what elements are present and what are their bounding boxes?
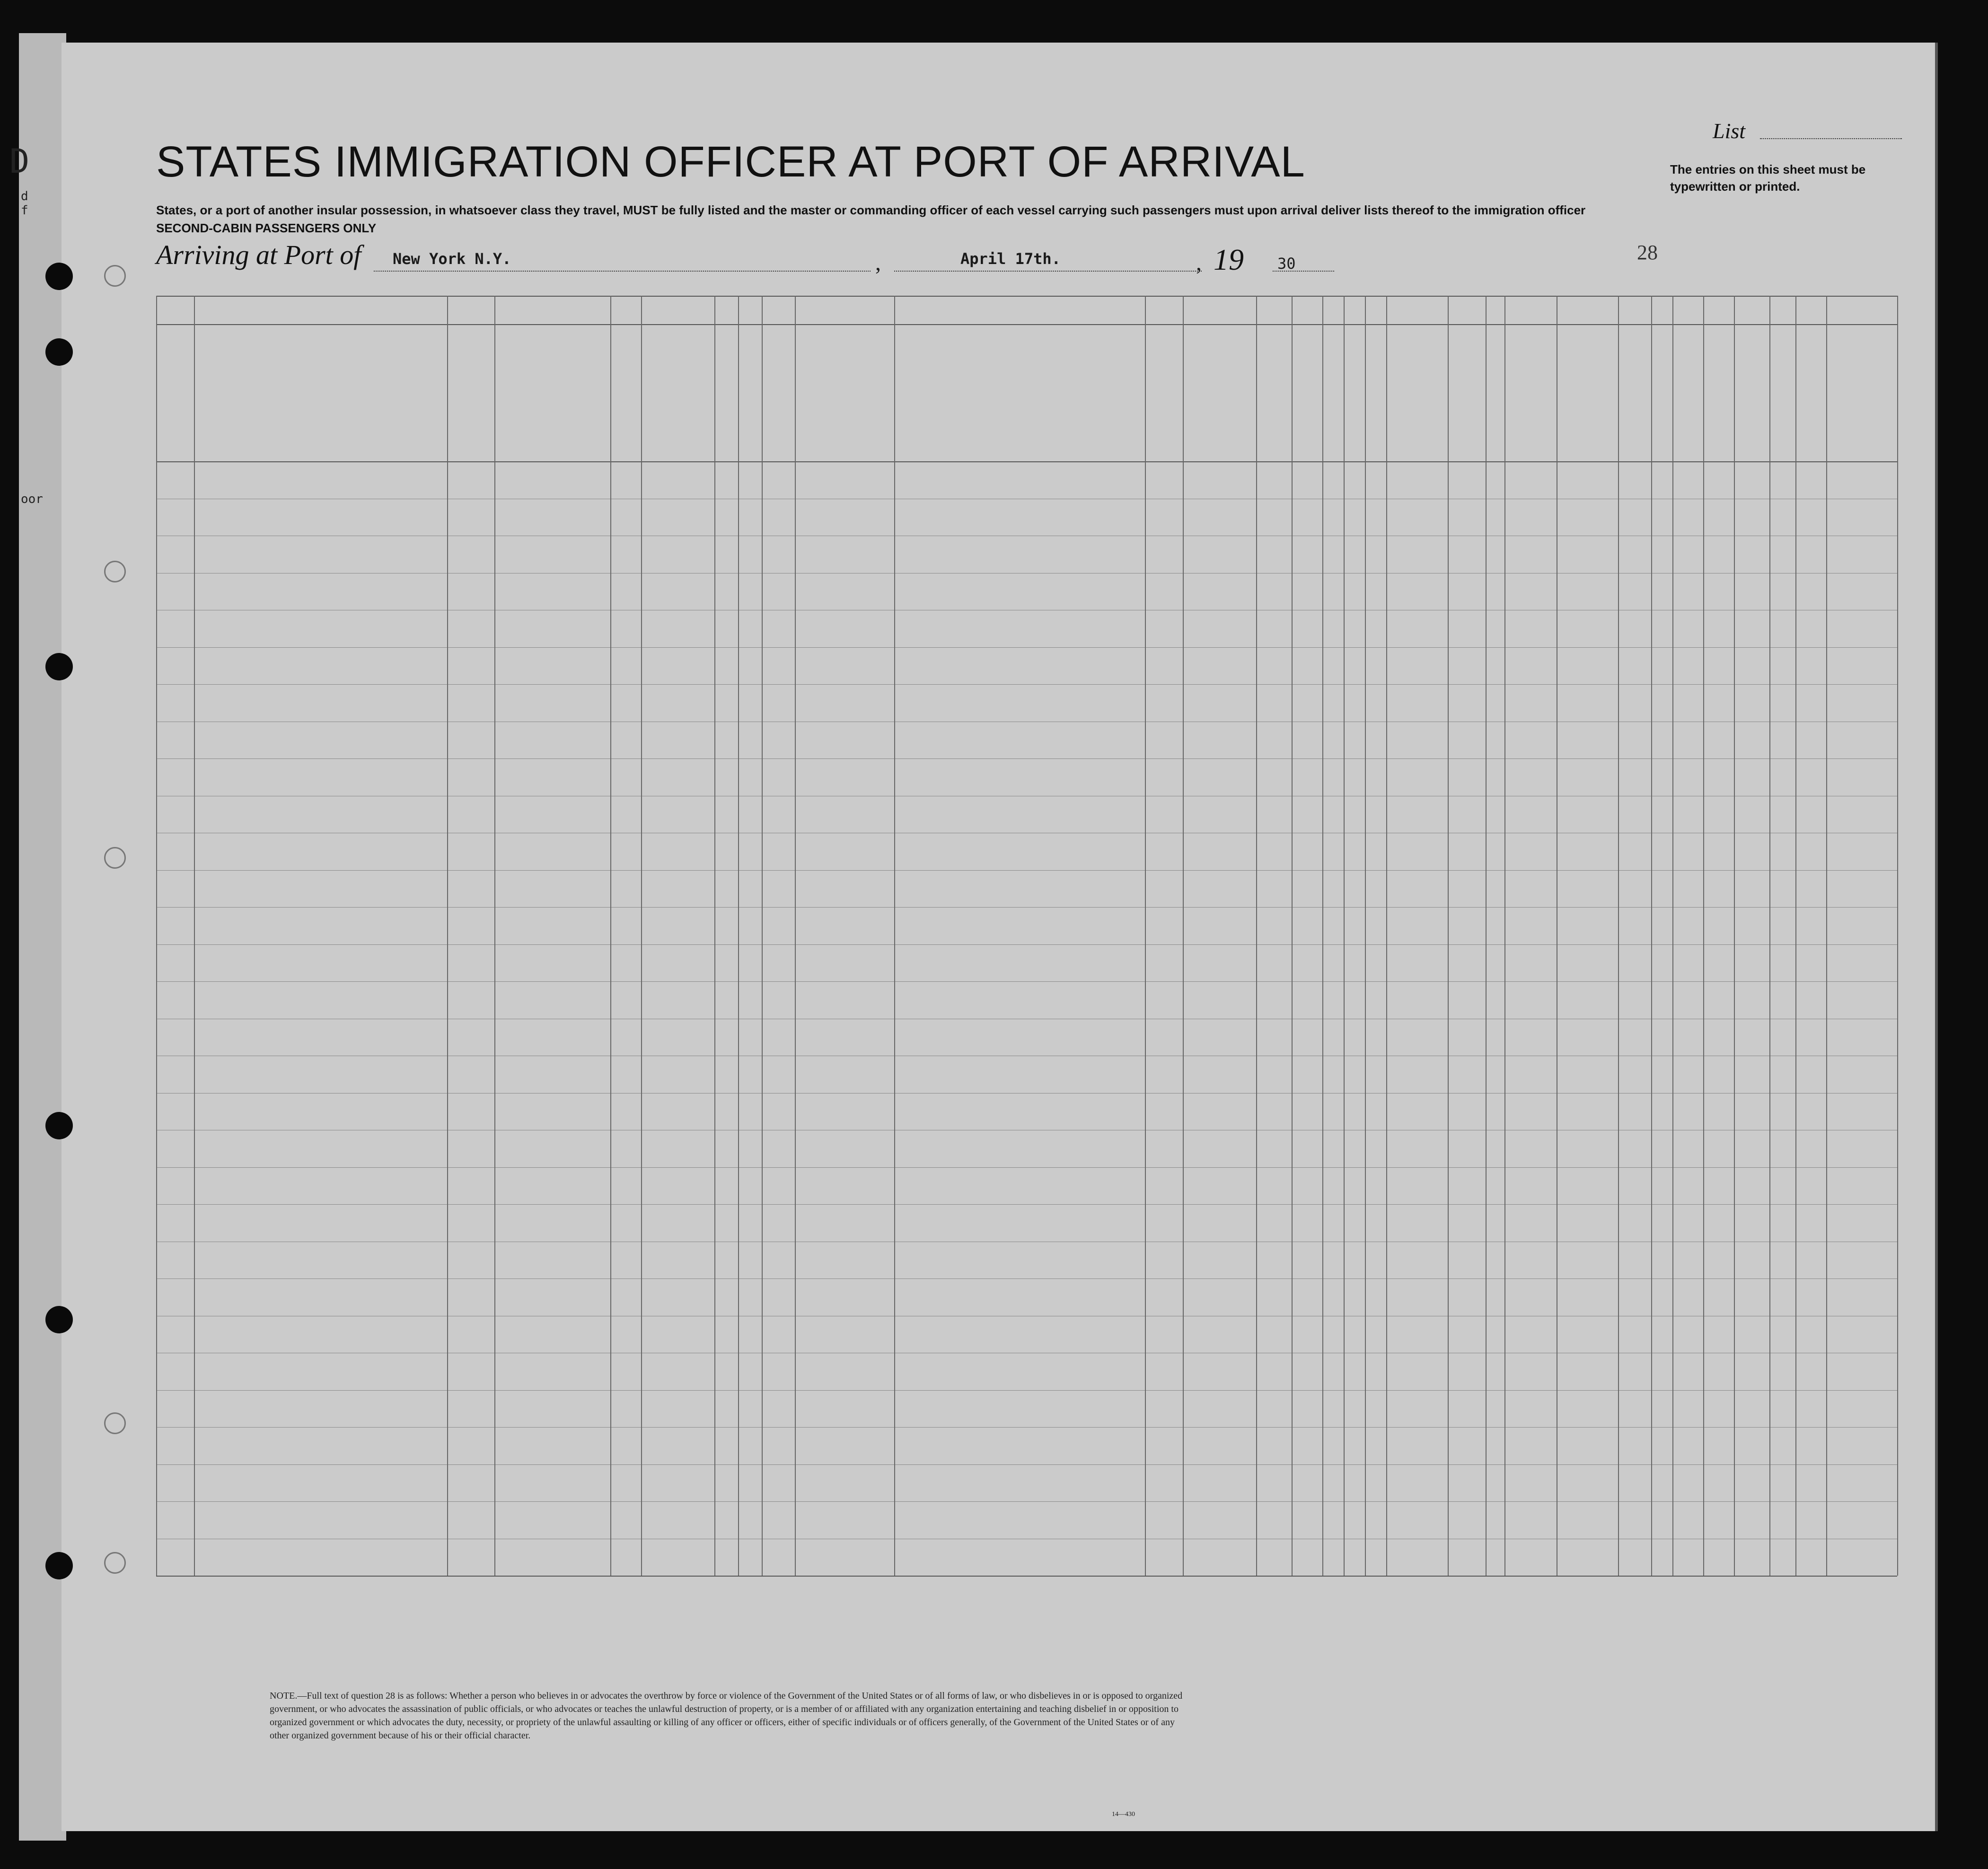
- column-header: [1294, 331, 1319, 454]
- punch-ring: [104, 1412, 126, 1434]
- column-rule: [447, 296, 448, 1576]
- binder-hole: [45, 338, 73, 366]
- binder-hole: [45, 653, 73, 680]
- column-rule: [1618, 296, 1619, 1576]
- row-rule: [156, 1501, 1897, 1502]
- instructions-line: SECOND-CABIN PASSENGERS ONLY: [156, 221, 377, 235]
- row-rule: [156, 981, 1897, 982]
- list-label: List: [1713, 119, 1746, 143]
- footnote: NOTE.—Full text of question 28 is as follows: Whether a person who believes in or advocates the overthrow by force or violence of the Government of the United States or of all forms of law, or who disbelieves in or is opposed to organized government, or who advocates the assassination of public officials, or who advocates or teaches the unlawful destruction of property, or is a member of or affiliated with any organization entertaining and teaching disbelief in or opposition to organized government or which advocates the duty, necessity, or propriety of the unlawful assaulting or killing of any officer or officers, either of specific individuals or of officers generally, of the Government of the United States or of any other organized government because of his or their official character.: [270, 1691, 1183, 1741]
- port-line: [374, 271, 871, 272]
- column-rule: [1183, 296, 1184, 1576]
- year-suffix: 30: [1277, 255, 1296, 273]
- binder-hole: [45, 263, 73, 290]
- column-rule: [738, 296, 739, 1576]
- row-rule: [156, 1167, 1897, 1168]
- column-rule: [1897, 296, 1898, 1576]
- column-rule: [762, 296, 763, 1576]
- punch-ring: [104, 265, 126, 287]
- manifest-page: [62, 43, 1938, 1831]
- row-rule: [156, 647, 1897, 648]
- column-rule: [1365, 296, 1366, 1576]
- form-number: 14—430: [1112, 1811, 1135, 1818]
- row-rule: [156, 1427, 1897, 1428]
- row-rule: [156, 1204, 1897, 1205]
- column-rule: [1386, 296, 1387, 1576]
- column-rule: [1734, 296, 1735, 1576]
- margin-mark-row: oor: [21, 492, 43, 506]
- rule: [156, 324, 1897, 325]
- column-rule: [795, 296, 796, 1576]
- column-rule: [1145, 296, 1146, 1576]
- punch-ring: [104, 561, 126, 582]
- instructions: [156, 201, 1585, 237]
- date-line: [894, 271, 1202, 272]
- column-rule: [1448, 296, 1449, 1576]
- binder-hole: [45, 1552, 73, 1579]
- column-rule: [714, 296, 715, 1576]
- column-rule: [641, 296, 642, 1576]
- sheet-number: 28: [1637, 241, 1658, 264]
- column-rule: [610, 296, 611, 1576]
- column-rule: [194, 296, 195, 1576]
- date-value: April 17th.: [960, 250, 1061, 268]
- punch-ring: [104, 1552, 126, 1574]
- row-rule: [156, 758, 1897, 759]
- margin-mark-side: d f: [21, 189, 28, 218]
- row-rule: [156, 1390, 1897, 1391]
- row-rule: [156, 944, 1897, 945]
- list-line: [1760, 138, 1902, 139]
- column-header: [1145, 350, 1178, 454]
- column-rule: [1344, 296, 1345, 1576]
- row-rule: [156, 1464, 1897, 1465]
- column-rule: [156, 296, 157, 1576]
- column-rule: [1651, 296, 1652, 1576]
- column-header: [1422, 331, 1445, 454]
- column-rule: [1769, 296, 1770, 1576]
- rule: [156, 1576, 1897, 1577]
- rule: [156, 461, 1897, 462]
- instructions-line: States, or a port of another insular possession, in whatsoever class they travel, MUST be fully listed and the master or commanding officer of each vessel carrying such passengers must upon arrival deliver lists thereof to the immigration officer: [156, 203, 1586, 217]
- typewrite-note: The entries on this sheet must be typewritten or printed.: [1670, 162, 1866, 194]
- column-header: [1258, 350, 1287, 454]
- margin-mark-top: D: [9, 142, 30, 181]
- port-value: New York N.Y.: [393, 250, 511, 268]
- column-rule: [1826, 296, 1827, 1576]
- column-header: [1467, 331, 1485, 454]
- year-line: [1273, 271, 1334, 272]
- column-rule: [1322, 296, 1323, 1576]
- column-rule: [1795, 296, 1796, 1576]
- column-rule: [1672, 296, 1673, 1576]
- column-rule: [1486, 296, 1487, 1576]
- binder-hole: [45, 1112, 73, 1139]
- column-rule: [1292, 296, 1293, 1576]
- row-rule: [156, 870, 1897, 871]
- column-rule: [1703, 296, 1704, 1576]
- column-rule: [1256, 296, 1257, 1576]
- column-rule: [1504, 296, 1505, 1576]
- year-prefix: 19: [1214, 243, 1244, 276]
- binder-hole: [45, 1306, 73, 1333]
- page-title: STATES IMMIGRATION OFFICER AT PORT OF ARRIVAL: [156, 138, 1305, 186]
- row-rule: [156, 1278, 1897, 1279]
- rule: [156, 296, 1897, 297]
- punch-ring: [104, 847, 126, 869]
- row-rule: [156, 907, 1897, 908]
- arriving-label: Arriving at Port of: [156, 239, 361, 270]
- column-rule: [894, 296, 895, 1576]
- column-rule: [494, 296, 495, 1576]
- row-rule: [156, 684, 1897, 685]
